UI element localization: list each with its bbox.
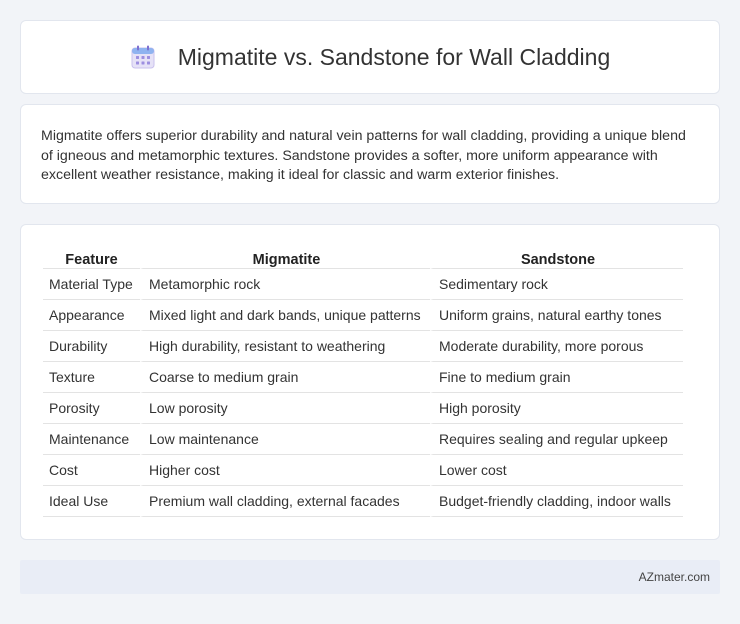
header-sandstone: Sandstone	[430, 247, 683, 269]
cell-sandstone: Uniform grains, natural earthy tones	[430, 300, 683, 331]
title-wrap	[130, 44, 611, 71]
cell-feature: Maintenance	[43, 424, 140, 455]
table-row	[43, 424, 683, 455]
comparison-table	[43, 247, 683, 517]
cell-sandstone: Sedimentary rock	[430, 269, 683, 300]
cell-migmatite: Mixed light and dark bands, unique patterns	[140, 300, 430, 331]
calendar-icon	[130, 44, 156, 70]
cell-sandstone: Moderate durability, more porous	[430, 331, 683, 362]
cell-migmatite: Low maintenance	[140, 424, 430, 455]
cell-migmatite: Higher cost	[140, 455, 430, 486]
cell-feature: Material Type	[43, 269, 140, 300]
intro-text: Migmatite offers superior durability and natural vein patterns for wall cladding, providing a unique blend of igneous and metamorphic textures. Sandstone provides a softer, more uniform appearance with excellent weather resistance, making it ideal for classic and warm exterior finishes.	[41, 128, 686, 183]
cell-migmatite: Coarse to medium grain	[140, 362, 430, 393]
table-row	[43, 393, 683, 424]
footer-source: AZmater.com	[638, 570, 710, 584]
table-row	[43, 455, 683, 486]
cell-migmatite: Metamorphic rock	[140, 269, 430, 300]
intro-card	[20, 104, 720, 204]
table-row	[43, 300, 683, 331]
cell-feature: Cost	[43, 455, 140, 486]
table-row	[43, 269, 683, 300]
comparison-card	[20, 224, 720, 540]
footer-bar	[20, 560, 720, 594]
cell-migmatite: Low porosity	[140, 393, 430, 424]
table-row	[43, 331, 683, 362]
cell-migmatite: Premium wall cladding, external facades	[140, 486, 430, 517]
cell-sandstone: Requires sealing and regular upkeep	[430, 424, 683, 455]
table-row	[43, 362, 683, 393]
cell-feature: Ideal Use	[43, 486, 140, 517]
cell-migmatite: High durability, resistant to weathering	[140, 331, 430, 362]
cell-sandstone: Lower cost	[430, 455, 683, 486]
cell-feature: Texture	[43, 362, 140, 393]
table-row	[43, 486, 683, 517]
page-title: Migmatite vs. Sandstone for Wall Cladding	[177, 43, 611, 70]
cell-sandstone: High porosity	[430, 393, 683, 424]
cell-feature: Durability	[43, 331, 140, 362]
title-card	[20, 20, 720, 94]
cell-feature: Appearance	[43, 300, 140, 331]
cell-sandstone: Fine to medium grain	[430, 362, 683, 393]
header-migmatite: Migmatite	[140, 247, 430, 269]
cell-feature: Porosity	[43, 393, 140, 424]
cell-sandstone: Budget-friendly cladding, indoor walls	[430, 486, 683, 517]
table-header-row	[43, 247, 683, 269]
header-feature: Feature	[43, 247, 140, 269]
